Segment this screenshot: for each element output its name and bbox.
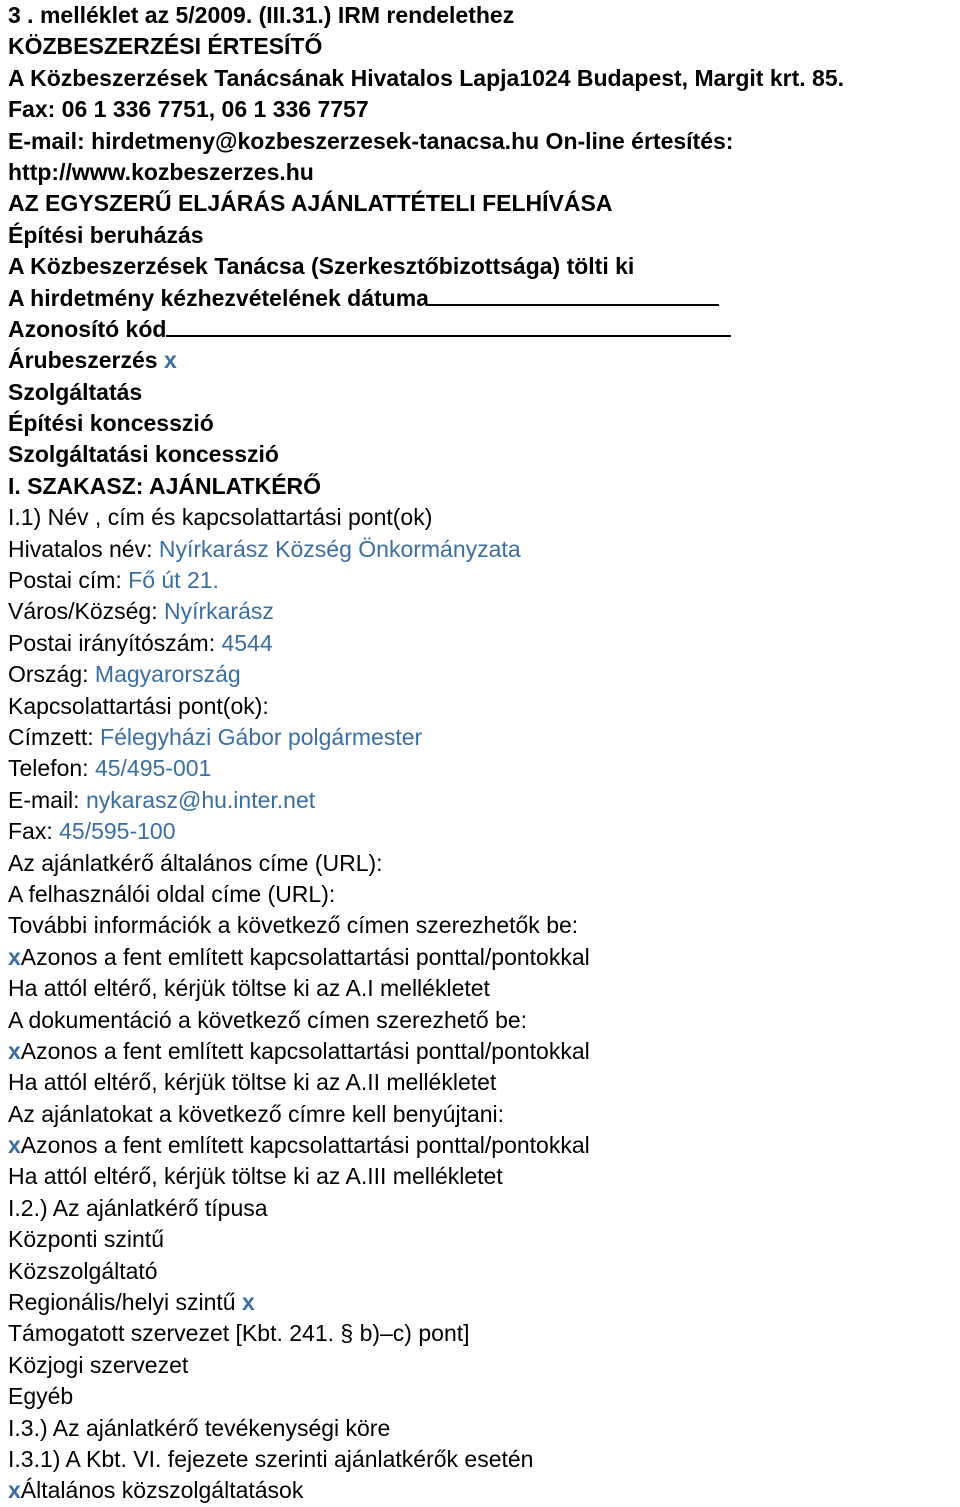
journal-name: KÖZBESZERZÉSI ÉRTESÍTŐ [8, 33, 323, 60]
annex-reference: 3 . melléklet az 5/2009. (III.31.) IRM rendelethez [8, 2, 515, 28]
procurement-type-works-concession: Építési koncesszió [8, 410, 214, 437]
buyer-type-title: I.2.) Az ajánlatkérő típusa [8, 1194, 268, 1221]
document-page [8, 0, 952, 1507]
field-fax: Fax: 45/595-100 [8, 818, 176, 845]
activity-mark: x [8, 1477, 21, 1504]
regional-mark: x [241, 1289, 255, 1316]
receipt-date-label: A hirdetmény kézhezvételének dátuma [8, 284, 429, 311]
submission-option: xAzonos a fent említett kapcsolattartási ponttal/pontokkal [8, 1132, 590, 1159]
section-subtitle: I.1) Név , cím és kapcsolattartási pont(ok) [8, 504, 433, 531]
fax-numbers: Fax: 06 1 336 7751, 06 1 336 7757 [8, 96, 369, 123]
procurement-type-services-concession: Szolgáltatási koncesszió [8, 441, 279, 468]
buyer-type-central: Központi szintű [8, 1226, 164, 1253]
further-info-label: További információk a következő címen szerezhetők be: [8, 912, 579, 939]
publisher-address: A Közbeszerzések Tanácsának Hivatalos Lapja1024 Budapest, Margit krt. 85. [8, 64, 845, 91]
documentation-else: Ha attól eltérő, kérjük töltse ki az A.II mellékletet [8, 1069, 497, 1096]
contract-type: Építési beruházás [8, 221, 204, 248]
filled-by-note: A Közbeszerzések Tanácsa (Szerkesztőbizottsága) tölti ki [8, 253, 635, 280]
buyer-type-other: Egyéb [8, 1383, 74, 1410]
website-link[interactable]: http://www.kozbeszerzes.hu [8, 158, 314, 185]
id-code-label: Azonosító kód [8, 315, 167, 342]
field-phone: Telefon: 45/495-001 [8, 755, 212, 782]
notice-title: AZ EGYSZERŰ ELJÁRÁS AJÁNLATTÉTELI FELHÍVÁSA [8, 190, 613, 217]
field-buyer-profile-url: A felhasználói oldal címe (URL): [8, 880, 336, 907]
buyer-type-public-law: Közjogi szervezet [8, 1351, 189, 1378]
receipt-date-row [8, 283, 952, 314]
documentation-mark: x [8, 1037, 21, 1064]
field-addressee: Címzett: Félegyházi Gábor polgármester [8, 723, 423, 750]
field-city: Város/Község: Nyírkarász [8, 598, 274, 625]
buyer-type-utility: Közszolgáltató [8, 1257, 158, 1284]
documentation-label: A dokumentáció a következő címen szerezhető be: [8, 1006, 528, 1033]
activity-option: xÁltalános közszolgáltatások [8, 1477, 304, 1504]
submission-label: Az ajánlatokat a következő címre kell benyújtani: [8, 1100, 505, 1127]
documentation-option: xAzonos a fent említett kapcsolattartási ponttal/pontokkal [8, 1037, 590, 1064]
submission-else: Ha attól eltérő, kérjük töltse ki az A.III mellékletet [8, 1163, 503, 1190]
email-online: E-mail: hirdetmeny@kozbeszerzesek-tanacsa.hu On-line értesítés: [8, 127, 734, 154]
field-country: Ország: Magyarország [8, 661, 241, 688]
further-info-option: xAzonos a fent említett kapcsolattartási ponttal/pontokkal [8, 943, 590, 970]
further-info-else: Ha attól eltérő, kérjük töltse ki az A.I mellékletet [8, 975, 490, 1002]
field-email: E-mail: nykarasz@hu.inter.net [8, 786, 316, 813]
submission-mark: x [8, 1132, 21, 1159]
email-link[interactable]: nykarasz@hu.inter.net [85, 786, 316, 813]
buyer-type-supported: Támogatott szervezet [Kbt. 241. § b)–c) pont] [8, 1320, 470, 1347]
further-info-mark: x [8, 943, 21, 970]
receipt-date-blank [429, 284, 719, 306]
field-postal-code: Postai irányítószám: 4544 [8, 629, 273, 656]
field-contact-points: Kapcsolattartási pont(ok): [8, 692, 269, 719]
section-title: I. SZAKASZ: AJÁNLATKÉRŐ [8, 472, 322, 499]
procurement-type-services: Szolgáltatás [8, 378, 143, 405]
procurement-type-goods: Árubeszerzés x [8, 347, 177, 374]
id-code-row [8, 314, 952, 345]
field-official-name: Hivatalos név: Nyírkarász Község Önkormányzata [8, 535, 521, 562]
goods-mark: x [163, 347, 177, 374]
field-postal-address: Postai cím: Fő út 21. [8, 567, 219, 594]
id-code-blank [166, 315, 731, 337]
buyer-type-regional: Regionális/helyi szintű x [8, 1289, 255, 1316]
activity-subtitle: I.3.1) A Kbt. VI. fejezete szerinti ajánlatkérők esetén [8, 1445, 534, 1472]
field-general-url: Az ajánlatkérő általános címe (URL): [8, 849, 383, 876]
activity-title: I.3.) Az ajánlatkérő tevékenységi köre [8, 1414, 391, 1441]
